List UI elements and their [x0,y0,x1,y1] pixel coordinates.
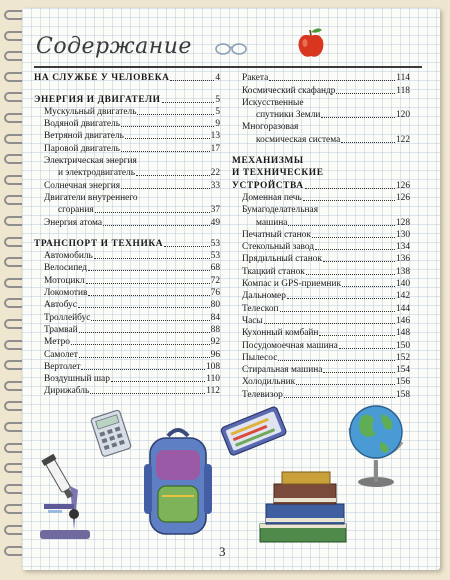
toc-page-number: 76 [210,288,220,299]
toc-page-number: 126 [395,180,410,191]
toc-page-number: 122 [395,134,410,145]
toc-entry-label: машина [256,217,288,228]
dot-leader [79,357,210,358]
toc-page-number: 130 [395,229,410,240]
toc-page-number: 108 [205,361,220,372]
microscope-icon [34,450,96,542]
toc-entry[interactable] [34,336,220,348]
toc-entry-label: Посудомоечная машина [242,340,338,351]
dot-leader [137,114,214,115]
dot-leader [312,237,395,238]
toc-page-number: 13 [210,131,220,142]
toc-entry-label: Ткацкий станок [242,266,305,277]
toc-entry[interactable] [34,324,220,336]
toc-page-number: 68 [210,263,220,274]
toc-entry[interactable] [232,109,410,121]
toc-entry[interactable] [34,142,220,154]
toc-left-column [34,72,220,397]
page-number: 3 [219,544,226,559]
toc-entry-label: ЭНЕРГИЯ И ДВИГАТЕЛИ [34,94,161,105]
dot-leader [170,80,214,81]
dot-leader [336,93,395,94]
dot-leader [164,246,210,247]
toc-page-number: 92 [210,337,220,348]
toc-page-number: 17 [210,143,220,154]
dot-leader [342,286,395,287]
toc-page-number: 49 [210,217,220,228]
toc-entry[interactable] [232,241,410,253]
dot-leader [323,261,395,262]
toc-entry-label: Самолет [44,349,78,360]
toc-entry-label: Локомотив [44,288,88,299]
toc-entry[interactable] [232,84,410,96]
toc-entry[interactable] [232,376,410,388]
toc-page-number: 152 [395,352,410,363]
toc-page-number: 146 [395,315,410,326]
toc-entry[interactable] [34,287,220,299]
toc-section-heading[interactable] [34,238,220,250]
toc-entry-label: Прядильный станок [242,254,322,265]
backpack-icon [140,424,216,542]
toc-page-number: 144 [395,303,410,314]
toc-entry-label: Энергия атома [44,217,103,228]
toc-entry-label: Компас и GPS-приемник [242,279,341,290]
toc-entry[interactable] [34,299,220,311]
toc-entry-line: Многоразовая [242,122,299,133]
toc-entry-label: Ракета [242,73,269,84]
toc-page-number: 134 [395,242,410,253]
toc-page-number: 158 [395,389,410,400]
toc-entry[interactable] [232,192,410,204]
dot-leader [78,307,210,308]
toc-entry[interactable] [34,250,220,262]
toc-entry[interactable] [232,364,410,376]
dot-leader [125,138,210,139]
toc-page-number: 112 [206,386,220,397]
globe-icon [340,398,414,490]
dot-leader [280,311,395,312]
toc-entry[interactable] [34,373,220,385]
section-gap [34,84,220,93]
toc-entry-label: Космический скафандр [242,85,336,96]
toc-entry[interactable] [34,361,220,373]
dot-leader [111,381,205,382]
toc-page-number: 5 [215,106,220,117]
toc-entry-label: Стиральная машина [242,365,323,376]
dot-leader [319,335,395,336]
toc-page-number: 72 [210,275,220,286]
toc-entry-line: Двигатели внутреннего [44,192,138,203]
toc-page-number: 96 [210,349,220,360]
dot-leader [91,320,209,321]
toc-entry-label: Стекольный завод [242,242,315,253]
dot-leader [305,188,395,189]
toc-entry[interactable] [232,133,410,145]
toc-entry[interactable] [34,262,220,274]
toc-entry-label: Кухонный комбайн [242,328,319,339]
toc-entry[interactable] [34,385,220,397]
toc-page-number: 22 [210,168,220,179]
toc-page-number: 140 [395,279,410,290]
toc-entry-label: ТРАНСПОРТ И ТЕХНИКА [34,238,164,249]
toc-entry[interactable] [232,290,410,302]
toc-entry[interactable] [232,339,410,351]
dot-leader [121,188,210,189]
dot-leader [323,372,395,373]
dot-leader [278,360,395,361]
toc-entry-label: Велосипед [44,263,88,274]
page-title: Содержание [36,34,192,59]
toc-entry[interactable] [232,302,410,314]
toc-entry[interactable] [34,118,220,130]
toc-page-number: 150 [395,340,410,351]
toc-page-number: 126 [395,192,410,203]
dot-leader [288,225,394,226]
toc-entry-label: Ветряной двигатель [44,131,124,142]
toc-page-number: 33 [210,180,220,191]
dot-leader [315,249,395,250]
toc-entry-label: Автобус [44,300,77,311]
dot-leader [81,369,204,370]
toc-page-number: 138 [395,266,410,277]
dot-leader [303,200,395,201]
dot-leader [306,274,395,275]
dot-leader [90,393,205,394]
dot-leader [103,225,210,226]
toc-page-number: 128 [395,217,410,228]
dot-leader [296,384,395,385]
toc-entry-line: Бумагоделательная [242,204,319,215]
toc-entry-label: Вертолет [44,361,81,372]
toc-page-number: 37 [210,205,220,216]
toc-entry-label: Водяной двигатель [44,119,121,130]
toc-entry-label: Солнечная энергия [44,180,121,191]
toc-entry-line: И ТЕХНИЧЕСКИЕ [232,168,324,179]
dot-leader [136,175,210,176]
toc-entry[interactable] [34,348,220,360]
toc-entry-label: Дальномер [242,291,286,302]
toc-entry-line: Электрическая энергия [44,155,137,166]
toc-page-number: 84 [210,312,220,323]
toc-page-number: 5 [215,94,220,105]
toc-entry-label: сгорания [58,205,94,216]
toc-page-number: 114 [396,73,410,84]
toc-entry-label: Мускульный двигатель [44,106,137,117]
dot-leader [88,270,210,271]
toc-page-number: 80 [210,300,220,311]
toc-page-number: 120 [395,110,410,121]
toc-page-number: 154 [395,365,410,376]
toc-entry-label: Часы [242,315,263,326]
toc-page-number: 88 [210,324,220,335]
toc-page-number: 53 [210,251,220,262]
toc-entry[interactable] [232,216,410,228]
toc-section-heading[interactable] [232,179,410,191]
toc-entry[interactable] [232,278,410,290]
toc-right-column [232,72,410,401]
section-gap [232,146,410,155]
toc-entry[interactable] [34,274,220,286]
glasses-icon [214,40,248,56]
toc-entry[interactable] [34,130,220,142]
toc-page-number: 118 [396,85,410,96]
toc-entry-line: МЕХАНИЗМЫ [232,155,304,166]
toc-entry[interactable] [34,179,220,191]
toc-entry[interactable] [34,204,220,216]
toc-entry[interactable] [232,327,410,339]
dot-leader [264,323,395,324]
dot-leader [94,258,210,259]
apple-icon [296,24,326,60]
toc-entry-label: Паровой двигатель [44,143,120,154]
toc-entry-label: Телевизор [242,389,283,400]
toc-entry-label: Воздушный шар [44,374,110,385]
pencil-case-icon [218,402,290,462]
toc-entry[interactable] [232,72,410,84]
toc-entry[interactable] [232,265,410,277]
toc-entry[interactable] [232,229,410,241]
toc-entry[interactable] [232,352,410,364]
toc-page-number: 136 [395,254,410,265]
toc-section-heading[interactable] [34,72,220,84]
dot-leader [269,80,395,81]
dot-leader [121,126,214,127]
toc-entry-label: Печатный станок [242,229,311,240]
toc-entry-label: УСТРОЙСТВА [232,180,304,191]
dot-leader [121,151,210,152]
dot-leader [71,344,210,345]
toc-entry-label: Пылесос [242,352,278,363]
toc-entry-label: НА СЛУЖБЕ У ЧЕЛОВЕКА [34,73,170,84]
dot-leader [95,212,210,213]
toc-page-number: 110 [206,374,220,385]
dot-leader [321,117,395,118]
dot-leader [287,298,395,299]
toc-entry[interactable] [34,167,220,179]
toc-entry-label: спутники Земли [256,110,321,121]
toc-entry-label: Метро [44,337,70,348]
toc-entry[interactable] [232,315,410,327]
toc-entry[interactable] [34,106,220,118]
toc-page-number: 142 [395,291,410,302]
section-gap [34,229,220,238]
toc-entry-label: Холодильник [242,377,296,388]
dot-leader [79,332,210,333]
dot-leader [86,283,210,284]
toc-entry-label: и электродвигатель [58,168,135,179]
toc-page-number: 156 [395,377,410,388]
toc-entry-label: Троллейбус [44,312,91,323]
toc-entry[interactable] [34,311,220,323]
toc-entry-label: Автомобиль [44,251,93,262]
toc-entry-label: Мотоцикл [44,275,85,286]
toc-entry-label: Дирижабль [44,386,90,397]
toc-page-number: 9 [215,119,220,130]
toc-page-number: 4 [215,73,220,84]
dot-leader [341,142,395,143]
toc-page-number: 148 [395,328,410,339]
toc-entry-label: космическая система [256,134,341,145]
calculator-icon [88,408,136,458]
dot-leader [88,295,209,296]
toc-page-number: 53 [210,238,220,249]
toc-entry-label: Телескоп [242,303,279,314]
books-icon [254,468,350,548]
toc-entry-label: Трамвай [44,324,78,335]
toc-entry[interactable] [232,253,410,265]
toc-entry-label: Доменная печь [242,192,302,203]
toc-entry-line: Искусственные [242,97,304,108]
title-underline [34,66,422,68]
toc-section-heading[interactable] [34,93,220,105]
toc-entry[interactable] [34,216,220,228]
dot-leader [339,348,395,349]
dot-leader [162,102,215,103]
